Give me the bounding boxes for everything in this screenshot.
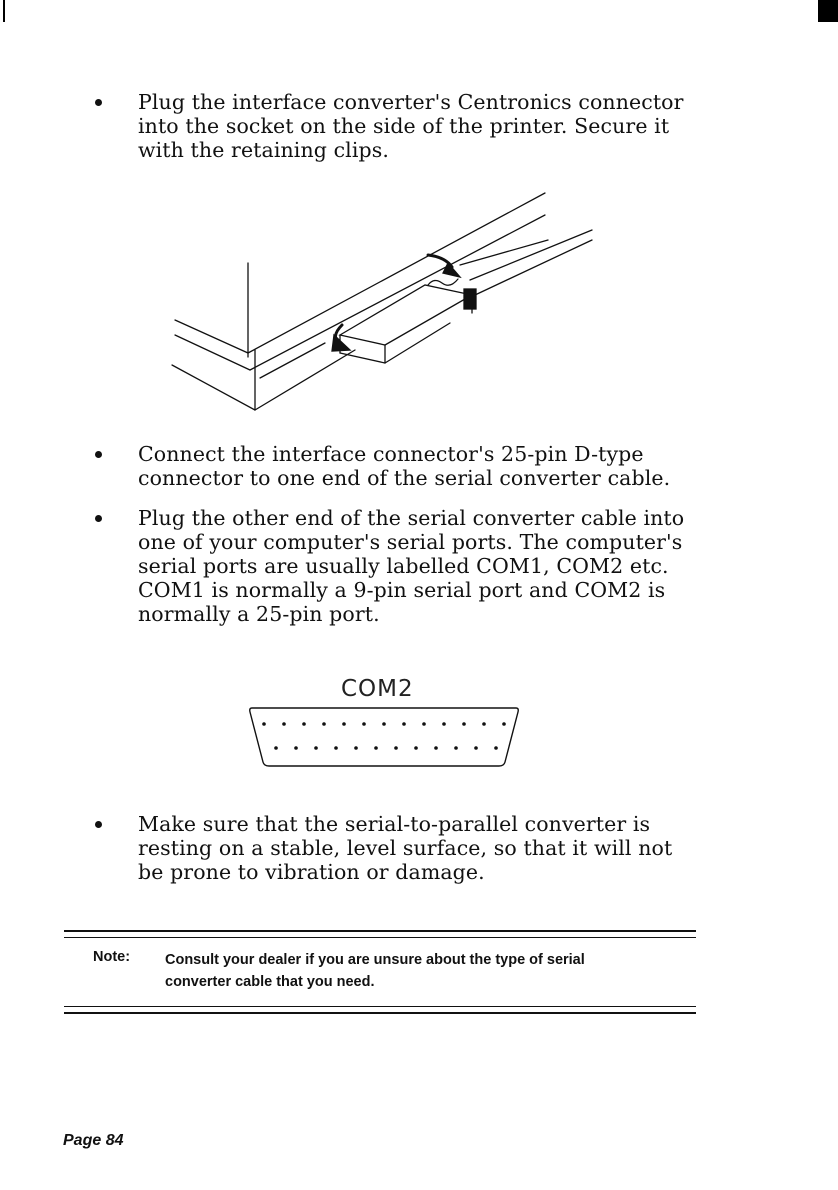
note-label: Note:	[93, 949, 131, 965]
text-line: Make sure that the serial-to-parallel converter is	[138, 812, 651, 836]
db25-pin	[474, 746, 478, 750]
db25-pin	[434, 746, 438, 750]
db25-pin	[422, 722, 426, 726]
db25-pin	[334, 746, 338, 750]
text-line: Connect the interface connector's 25-pin D-type	[138, 442, 644, 466]
printer-body-lines	[172, 193, 545, 410]
text-line: COM1 is normally a 9-pin serial port and COM2 is	[138, 578, 666, 602]
db25-pin	[414, 746, 418, 750]
note-bottom-rule-thin	[64, 1006, 696, 1007]
text-line: converter cable that you need.	[165, 974, 375, 990]
db25-pin	[462, 722, 466, 726]
com2-db25-connector-diagram	[240, 700, 530, 780]
bullet-text	[138, 812, 698, 884]
db25-pin	[302, 722, 306, 726]
text-line: into the socket on the side of the printer. Secure it	[138, 114, 670, 138]
db25-pins	[262, 722, 506, 750]
db25-pin	[454, 746, 458, 750]
db25-pin	[374, 746, 378, 750]
interface-converter-box	[340, 285, 476, 363]
text-line: be prone to vibration or damage.	[138, 860, 485, 884]
scan-edge-mark-right	[818, 0, 838, 22]
bullet-text	[138, 442, 698, 490]
db25-pin	[394, 746, 398, 750]
bullet-text	[138, 506, 698, 626]
text-line: serial ports are usually labelled COM1, COM2 etc.	[138, 554, 669, 578]
cable-lines	[460, 230, 592, 295]
db25-pin	[314, 746, 318, 750]
text-line: with the retaining clips.	[138, 138, 389, 162]
bullet-icon	[95, 821, 102, 828]
text-line: one of your computer's serial ports. The computer's	[138, 530, 683, 554]
db25-pin	[482, 722, 486, 726]
db25-connector-outline	[250, 708, 519, 766]
db25-pin	[494, 746, 498, 750]
text-line: Plug the other end of the serial converter cable into	[138, 506, 685, 530]
db25-pin	[294, 746, 298, 750]
db25-pin	[322, 722, 326, 726]
text-line: normally a 25-pin port.	[138, 602, 380, 626]
db25-pin	[342, 722, 346, 726]
com2-label: COM2	[341, 676, 414, 702]
db25-pin	[354, 746, 358, 750]
db25-pin	[362, 722, 366, 726]
note-top-rule	[64, 930, 696, 932]
text-line: resting on a stable, level surface, so that it will not	[138, 836, 673, 860]
db25-pin	[442, 722, 446, 726]
bullet-text	[138, 90, 698, 162]
note-bottom-rule	[64, 1012, 696, 1014]
printer-connector-illustration	[160, 185, 610, 420]
text-line: Plug the interface converter's Centronics connector	[138, 90, 684, 114]
db25-pin	[402, 722, 406, 726]
text-line: Consult your dealer if you are unsure about the type of serial	[165, 952, 585, 968]
db25-pin	[502, 722, 506, 726]
db25-pin	[274, 746, 278, 750]
bullet-icon	[95, 515, 102, 522]
db25-pin	[282, 722, 286, 726]
bullet-icon	[95, 451, 102, 458]
page-number: Page 84	[63, 1132, 124, 1149]
note-top-rule-thin	[64, 937, 696, 938]
bullet-icon	[95, 99, 102, 106]
db25-pin	[382, 722, 386, 726]
db25-pin	[262, 722, 266, 726]
scan-edge-mark-left	[3, 0, 5, 22]
text-line: connector to one end of the serial converter cable.	[138, 466, 671, 490]
note-text	[165, 949, 705, 993]
